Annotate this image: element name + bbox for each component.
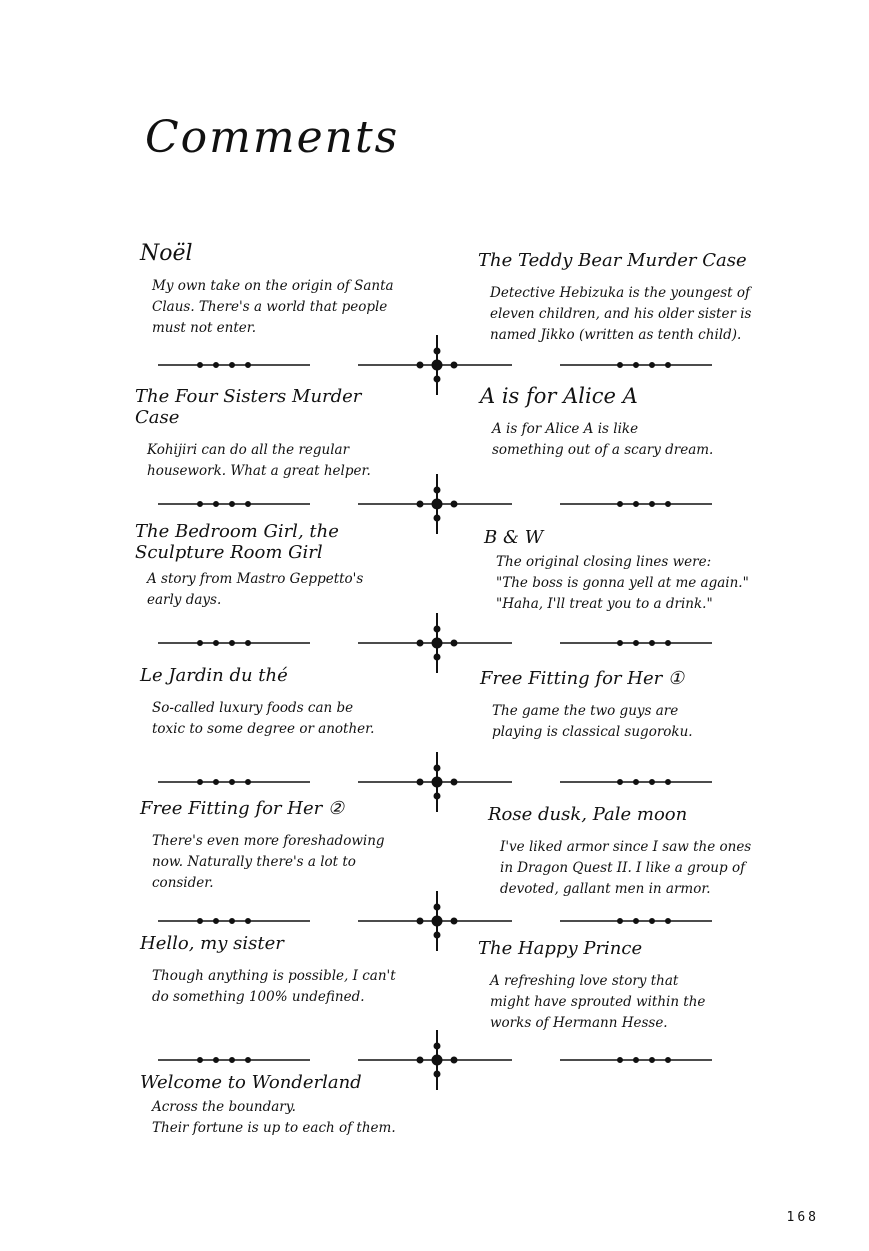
page-number: 168 [786, 1210, 819, 1225]
entry-title: The Happy Prince [478, 938, 643, 959]
entry-left-2 [135, 386, 405, 482]
entry-body: The original closing lines were: "The boss is gonna yell at me again." "Haha, I'll treat you to a drink." [496, 554, 749, 612]
entry-right-5 [488, 804, 778, 900]
ornament-divider [150, 1028, 720, 1092]
ornament-divider [150, 333, 720, 397]
page-heading: Comments [145, 112, 400, 163]
entry-title: A is for Alice A [480, 384, 638, 408]
ornament-divider [150, 750, 720, 814]
entry-body: My own take on the origin of Santa Claus. There's a world that people must not enter. [152, 278, 394, 336]
entry-body: The game the two guys are playing is classical sugoroku. [492, 703, 693, 740]
entry-title: The Four Sisters Murder Case [135, 386, 362, 428]
entry-body: Detective Hebizuka is the youngest of eleven children, and his older sister is named Jikko (written as tenth child). [490, 285, 752, 343]
ornament-divider [150, 889, 720, 953]
entry-body: I've liked armor since I saw the ones in Dragon Quest II. I like a group of devoted, gallant men in armor. [500, 839, 752, 897]
entry-body: So-called luxury foods can be toxic to some degree or another. [152, 700, 375, 737]
entry-right-3 [484, 527, 774, 615]
entry-title: Welcome to Wonderland [140, 1072, 362, 1093]
entry-body: Kohijiri can do all the regular housework. What a great helper. [147, 442, 371, 479]
entry-body: Across the boundary. Their fortune is up to each of them. [152, 1099, 396, 1136]
entry-body: Though anything is possible, I can't do something 100% undefined. [152, 968, 396, 1005]
entry-title: The Bedroom Girl, the Sculpture Room Girl [135, 521, 339, 563]
entry-title: Le Jardin du thé [140, 665, 288, 686]
ornament-divider [150, 472, 720, 536]
entry-title: Free Fitting for Her ① [480, 668, 685, 689]
entry-left-1 [140, 243, 410, 339]
entry-title: Hello, my sister [140, 933, 284, 954]
entry-body: A is for Alice A is like something out of a scary dream. [492, 421, 714, 458]
entry-title: B & W [484, 527, 544, 548]
entry-right-2 [480, 386, 750, 461]
entry-title: The Teddy Bear Murder Case [478, 250, 747, 271]
entry-title: Rose dusk, Pale moon [488, 804, 688, 825]
entry-body: There's even more foreshadowing now. Naturally there's a lot to consider. [152, 833, 385, 891]
entry-body: A story from Mastro Geppetto's early days. [147, 571, 364, 608]
entry-title: Free Fitting for Her ② [140, 798, 345, 819]
entry-right-4 [480, 668, 750, 743]
entry-left-4 [140, 665, 410, 740]
ornament-divider [150, 611, 720, 675]
entry-title: Noël [140, 241, 193, 266]
entry-right-1 [478, 250, 778, 346]
entry-body: A refreshing love story that might have sprouted within the works of Hermann Hesse. [490, 973, 706, 1031]
